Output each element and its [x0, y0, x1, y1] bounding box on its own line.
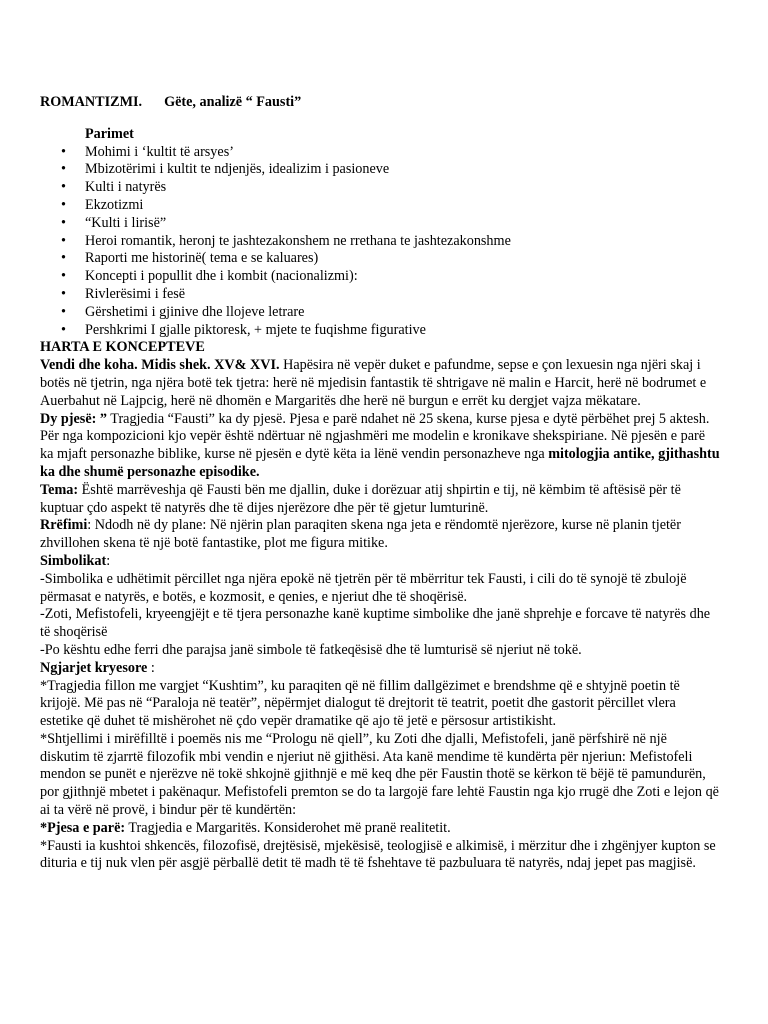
list-item-text: Mohimi i ‘kultit të arsyes’	[85, 143, 234, 160]
bullet-icon: •	[61, 179, 66, 196]
list-item-text: Gërshetimi i gjinive dhe llojeve letrare	[85, 303, 305, 320]
list-item-text: “Kulti i lirisë”	[85, 214, 167, 231]
dypjese-label: Dy pjesë: ”	[40, 410, 107, 427]
list-item	[40, 215, 720, 233]
list-item	[40, 161, 720, 179]
ngjarjet-line: *Shtjellimi i mirëfilltë i poemës nis me “Prologu në qiell”, ku Zoti dhe djalli, Mefistofeli, janë përfshirë në një diskutim të zjarrtë filozofik mbi vendin e njeriut në gjithësi. Ata kanë mendime të kundërta për njeriun: Mefistofeli mendon se punët e njerëzve në tokë shkojnë gjithnjë e më keq dhe për Faustin thotë se kërkon të bëjë të pamundurën, por gjithnjë mbetet i pakënaqur. Mefistofeli premton se do ta largojë fare lehtë Faustin nga kjo rrugë dhe Zoti e lejon që ai ta vërë në provë, i bindur për të kundërtën:	[40, 730, 719, 819]
bullet-icon: •	[61, 161, 66, 178]
list-item	[40, 286, 720, 304]
pjesa-pare-label: *Pjesa e parë:	[40, 819, 126, 836]
list-item	[40, 322, 720, 340]
fausti-paragraph: *Fausti ia kushtoi shkencës, filozofisë, drejtësisë, mjekësisë, teologjisë e alkimisë, i mërzitur dhe i zhgënjyer kupton se dituria e tij nuk vlen për asgjë përballë detit të madh të të fshehtave të pazbuluara të natyrës, ndaj jepet pas magjisë.	[40, 837, 716, 872]
list-item-text: Koncepti i popullit dhe i kombit (nacionalizmi):	[85, 268, 358, 285]
harta-heading: HARTA E KONCEPTEVE	[40, 339, 205, 356]
title-part-romantizmi: ROMANTIZMI.	[40, 94, 143, 110]
list-item-text: Raporti me historinë( tema e se kaluares)	[85, 250, 319, 267]
ngjarjet-heading	[40, 660, 720, 678]
list-item	[40, 179, 720, 197]
document-content	[40, 94, 720, 873]
parimet-list	[40, 144, 720, 340]
bullet-icon: •	[61, 268, 66, 285]
title-part-gete: Gëte, analizë “ Fausti”	[164, 94, 302, 110]
ngjarjet-colon: :	[147, 659, 155, 676]
list-item-text: Heroi romantik, heronj te jashtezakonshem ne rrethana te jashtezakonshme	[85, 232, 511, 249]
dypjese-bold-text: mitologjia antike, gjithashtu ka dhe shumë personazhe episodike.	[40, 446, 720, 480]
pjesa-pare-text: Tragjedia e Margaritës. Konsiderohet më pranë realitetit.	[125, 819, 451, 836]
list-item-text: Rivlerësimi i fesë	[85, 285, 186, 302]
spacer	[40, 112, 720, 126]
list-item	[40, 304, 720, 322]
list-item-text: Pershkrimi I gjalle piktoresk, + mjete te fuqishme figurative	[85, 321, 426, 338]
bullet-icon: •	[61, 303, 66, 320]
bullet-icon: •	[61, 285, 66, 302]
list-item-text: Mbizotërimi i kultit te ndjenjës, idealizim i pasioneve	[85, 161, 390, 178]
simbolikat-line: -Simbolika e udhëtimit përcillet nga njëra epokë në tjetrën për të mbërritur tek Fausti, i cili do të synojë të zbulojë përmasat e natyrës, e botës, e kozmosit, e qenies, e njeriut dhe të shoqërisë.	[40, 570, 687, 605]
simbolikat-heading	[40, 553, 720, 571]
simbolikat-line: -Po kështu edhe ferri dhe parajsa janë simbole të fatkeqësisë dhe të lumturisë së njeriut në tokë.	[40, 641, 582, 658]
bullet-icon: •	[61, 214, 66, 231]
rrefimi-text: : Ndodh në dy plane: Në njërin plan paraqiten skena nga jeta e rëndomtë njerëzore, kurse në planin tjetër zhvillohen skena të një botë fantastike, plot me figura mitike.	[40, 517, 681, 552]
simbolikat-colon: :	[106, 552, 111, 569]
ngjarjet-line: *Tragjedia fillon me vargjet “Kushtim”, ku paraqiten që në fillim dallgëzimet e brendshme që e shtyjnë poetin të krijojë. Më pas në “Paraloja në teatër”, nëpërmjet dialogut të drejtorit të teatrit, poetit dhe gastorit përcillet vlera estetike që duhet të mishërohet në çdo vepër dramatike që ajo të jetë e përsosur artistikisht.	[40, 677, 680, 730]
list-item	[40, 197, 720, 215]
tema-text: Është marrëveshja që Fausti bën me djallin, duke i dorëzuar atij shpirtin e tij, në këmbim të aftësisë për të kuptuar çdo aspekt të natyrës dhe të dijes njerëzore dhe për të gjetur lumturinë.	[40, 481, 681, 516]
list-item-text: Kulti i natyrës	[85, 179, 167, 196]
vendi-paragraph	[40, 357, 720, 410]
vendi-label: Vendi dhe koha. Midis shek. XV& XVI.	[40, 357, 280, 374]
vendi-text: Hapësira në vepër duket e pafundme, sepse e çon lexuesin nga njëri skaj i botës në tjetrin, nga njëra botë tek tjetra: herë në mjedisin fantastik të shtrigave në malin e Harcit, herë në bodrumet e Auerbahut në Lajpcig, herë në dhomën e Margaritës dhe herë në burgun e errët ku dergjet vajza mëkatare.	[40, 357, 707, 409]
bullet-icon: •	[61, 143, 66, 160]
list-item	[40, 233, 720, 251]
simbolikat-label: Simbolikat	[40, 552, 107, 569]
document-title	[40, 94, 720, 112]
list-item	[40, 268, 720, 286]
parimet-heading: Parimet	[85, 125, 134, 142]
list-item-text: Ekzotizmi	[85, 196, 144, 213]
list-item	[40, 250, 720, 268]
rrefimi-paragraph	[40, 517, 720, 553]
bullet-icon: •	[61, 232, 66, 249]
dypjese-paragraph	[40, 411, 720, 482]
list-item	[40, 144, 720, 162]
simbolikat-line: -Zoti, Mefistofeli, kryeengjëjt e të tjera personazhe kanë kuptime simbolike dhe janë shprehje e forcave të natyrës dhe të shoqërisë	[40, 606, 711, 641]
rrefimi-label: Rrëfimi	[40, 517, 88, 534]
pjesa-pare-paragraph	[40, 820, 720, 838]
ngjarjet-label: Ngjarjet kryesore	[40, 659, 148, 676]
tema-paragraph	[40, 482, 720, 518]
tema-label: Tema:	[40, 481, 79, 498]
bullet-icon: •	[61, 321, 66, 338]
bullet-icon: •	[61, 196, 66, 213]
dypjese-text: Tragjedia “Fausti” ka dy pjesë. Pjesa e parë ndahet në 25 skena, kurse pjesa e dytë përbëhet prej 5 aktesh. Për nga kompozicioni kjo vepër është ndërtuar në ngjashmëri me modelin e kronikave shekspiriane. Në pjesën e parë ka mjaft personazhe biblike, kurse në pjesën e dytë këta ia lënë vendin personazheve nga	[40, 410, 710, 463]
bullet-icon: •	[61, 250, 66, 267]
